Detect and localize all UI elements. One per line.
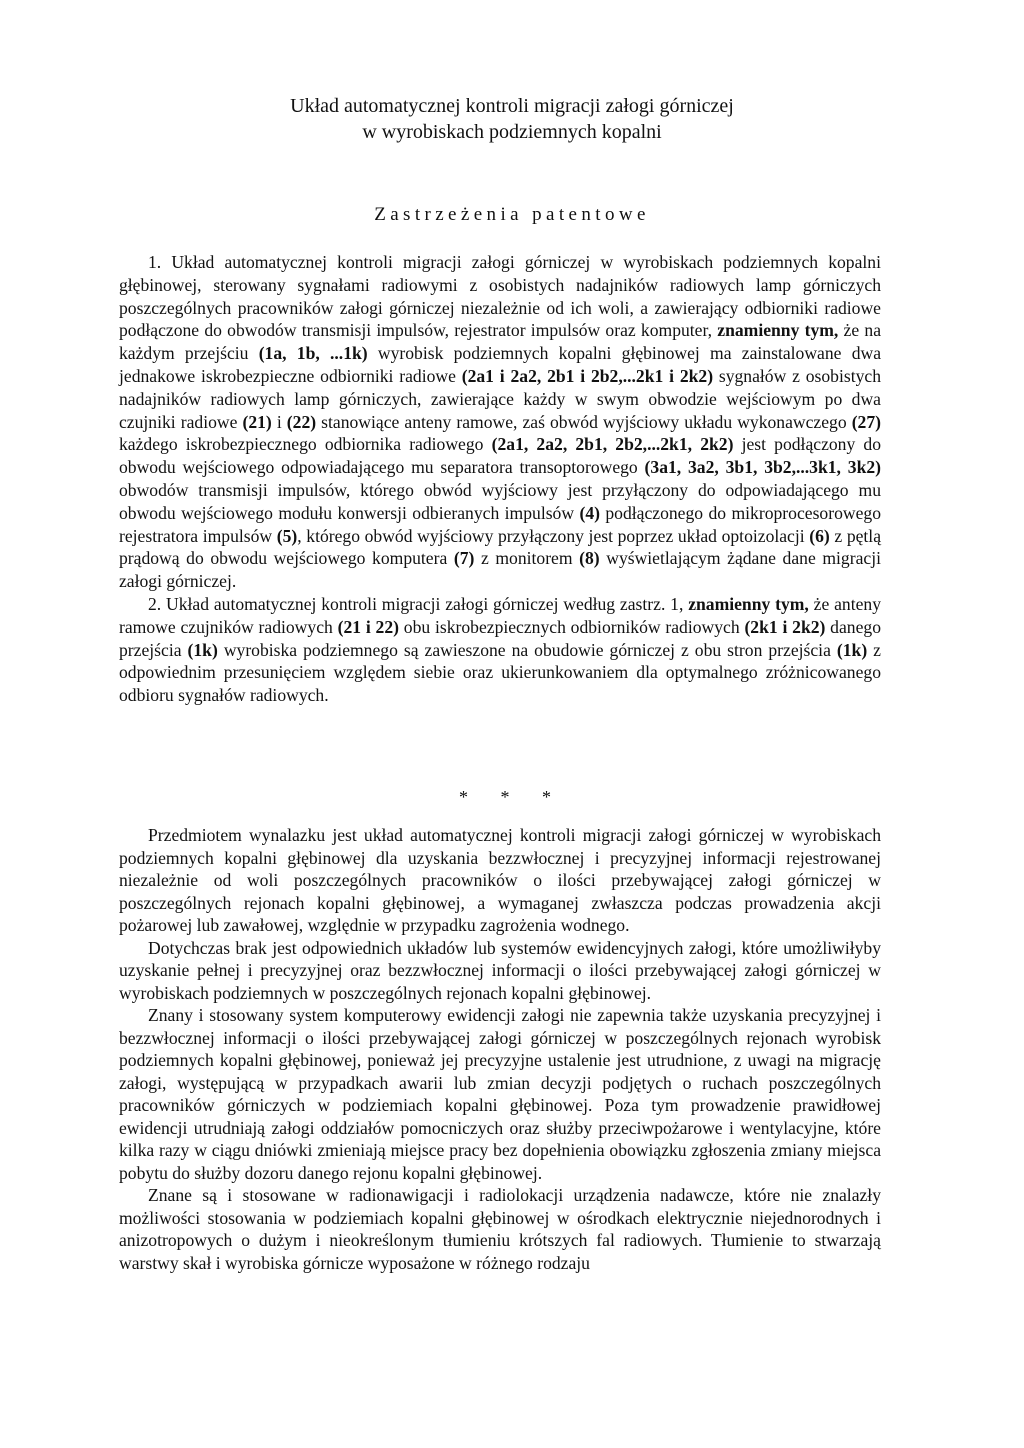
claim-1-bold: (27) <box>851 411 882 432</box>
claim-1-text: 1. Układ automatycznej kontroli migracji załogi górniczej w wyrobiskach podziemnych kopalni głębinowej, sterowany sygnałami radiowymi z osobistych nadajników radiowych lamp górniczych poszczególnych pracowników załogi górniczej niezależnie od ich woli, a zawierający odbiorniki radiowe podłączone do obwodów transmisji impulsów, rejestrator impulsów oraz komputer, <box>119 252 881 341</box>
claim-2-bold: (2k1 i 2k2) <box>744 616 826 637</box>
claim-1-text: każdego iskrobezpiecznego odbiornika radiowego <box>119 434 492 455</box>
claim-1-bold: (2a1, 2a2, 2b1, 2b2,...2k1, 2k2) <box>491 434 734 455</box>
claim-1-text: stanowiące anteny ramowe, zaś obwód wyjściowy układu wykonawczego <box>316 411 852 432</box>
claim-1-text: i <box>271 411 287 432</box>
claim-1-text: z pętlą prądową do obwodu wejściowego komputera <box>119 525 882 569</box>
claim-2-bold: (1k) <box>836 639 868 660</box>
claim-2-text: danego przejścia <box>119 616 881 660</box>
claim-1-bold: (2a1 i 2a2, 2b1 i 2b2,...2k1 i 2k2) <box>461 365 714 386</box>
document-title <box>0 93 1024 145</box>
title-line-1: Układ automatycznej kontroli migracji załogi górniczej <box>290 95 734 117</box>
claim-1-bold: (6) <box>809 525 830 546</box>
claim-1 <box>119 251 881 593</box>
claim-1-bold: (8) <box>579 548 600 569</box>
claim-1-text: , którego obwód wyjściowy przyłączony jest poprzez układ optoizolacji <box>297 525 810 546</box>
claim-1-text: jest podłączony do obwodu wejściowego odpowiadającego mu separatora transoptorowego <box>119 434 882 478</box>
claim-2-text: z odpowiednim przesunięciem względem siebie oraz ukierunkowaniem dla optymalnego zróżnicowanego odbioru sygnałów radiowych. <box>119 639 881 706</box>
claim-1-text: wyświetlającym żądane dane migracji załogi górniczej. <box>119 548 881 592</box>
claim-1-text: z monitorem <box>474 548 580 569</box>
section-separator: * * * <box>459 787 565 807</box>
claim-1-bold: (7) <box>453 548 475 569</box>
description-paragraph: Znany i stosowany system komputerowy ewidencji załogi nie zapewnia także uzyskania precyzyjnej i bezzwłocznej informacji o ilości przebywającej załogi górniczej w poszczególnych rejonach wyrobisk podziemnych kopalni głębinowej, ponieważ jej precyzyjne ustalenie jest utrudnione, z uwagi na migrację załogi, występującą w przypadkach awarii lub zmian decyzji podjętych o ruchach poszczególnych pracowników górniczych w podziemiach kopalni głębinowej. Poza tym prowadzenie prawidłowej ewidencji utrudniają załogi oddziałów pomocniczych oraz służby przeciwpożarowe i wentylacyjne, które kilka razy w ciągu dniówki zmieniają miejsce pracy bez dopełnienia obowiązku zgłoszenia zmiany miejsca pobytu do służby dozoru danego rejonu kopalni głębinowej. <box>119 1005 881 1183</box>
claim-1-text: sygnałów z osobistych nadajników radiowych lamp górniczych, zawierające każdy w swym obwodzie wejściowym po dwa czujniki radiowe <box>119 365 881 432</box>
claim-1-text: wyrobisk podziemnych kopalni głębinowej ma zainstalowane dwa jednakowe iskrobezpieczne odbiorniki radiowe <box>119 343 881 386</box>
claim-2 <box>119 593 881 707</box>
description-paragraph: Znane są i stosowane w radionawigacji i radiolokacji urządzenia nadawcze, które nie znalazły możliwości stosowania w podziemiach kopalni głębinowej w ośrodkach elektrycznie niejednorodnych i anizotropowych o dużym i nieokreślonym tłumieniu krótszych fal radiowych. Tłumienie to stwarzają warstwy skał i wyrobiska górnicze wyposażone w różnego rodzaju <box>119 1185 881 1273</box>
claim-2-text: wyrobiska podziemnego są zawieszone na obudowie górniczej z obu stron przejścia <box>217 639 837 660</box>
claim-1-text: że na każdym przejściu <box>119 320 881 364</box>
claim-1-bold: (22) <box>286 411 317 432</box>
claim-2-text: że anteny ramowe czujników radiowych <box>119 593 882 637</box>
claim-1-bold: (4) <box>579 502 600 523</box>
claim-2-bold: (1k) <box>187 639 218 660</box>
claim-1-text: obwodów transmisji impulsów, którego obwód wyjściowy jest przyłączony do odpowiadającego mu obwodu wejściowego modułu konwersji odbieranych impulsów <box>119 479 881 523</box>
claim-2-bold: (21 i 22) <box>337 616 399 637</box>
description-paragraph: Dotychczas brak jest odpowiednich układów lub systemów ewidencyjnych załogi, które umożliwiłyby uzyskanie pełnej i precyzyjnej oraz bezzwłocznej informacji o ilości przebywającej załogi górniczej w wyrobiskach podziemnych w poszczególnych rejonach kopalni głębinowej. <box>119 937 881 1003</box>
description-paragraph: Przedmiotem wynalazku jest układ automatycznej kontroli migracji załogi górniczej w wyrobiskach podziemnych kopalni głębinowej dla uzyskania bezzwłocznej i precyzyjnej informacji rejestrowanej niezależnie od woli poszczególnych pracowników o ilości przebywającej załogi górniczej w poszczególnych rejonach kopalni głębinowej, a wymaganej zwłaszcza podczas prowadzenia akcji pożarowej lub zawałowej, względnie w przypadku zagrożenia wodnego. <box>119 825 881 935</box>
claim-1-bold: (1a, 1b, ...1k) <box>258 343 368 364</box>
claim-2-bold: znamienny tym, <box>688 593 809 614</box>
claim-2-text: obu iskrobezpiecznych odbiorników radiowych <box>398 616 745 637</box>
claims-section <box>119 251 881 707</box>
title-line-2: w wyrobiskach podziemnych kopalni <box>362 121 662 143</box>
claim-1-text: podłączonego do mikroprocesorowego rejestratora impulsów <box>119 502 881 546</box>
claim-1-bold: (3a1, 3a2, 3b1, 3b2,...3k1, 3k2) <box>644 457 882 478</box>
claim-1-bold: (5) <box>276 525 298 546</box>
claim-1-bold: znamienny tym, <box>717 320 839 341</box>
claim-2-text: 2. Układ automatycznej kontroli migracji załogi górniczej według zastrz. 1, <box>148 593 689 614</box>
claims-heading: Zastrzeżenia patentowe <box>374 204 650 225</box>
description-section <box>119 824 881 1274</box>
claim-1-bold: (21) <box>242 411 272 432</box>
